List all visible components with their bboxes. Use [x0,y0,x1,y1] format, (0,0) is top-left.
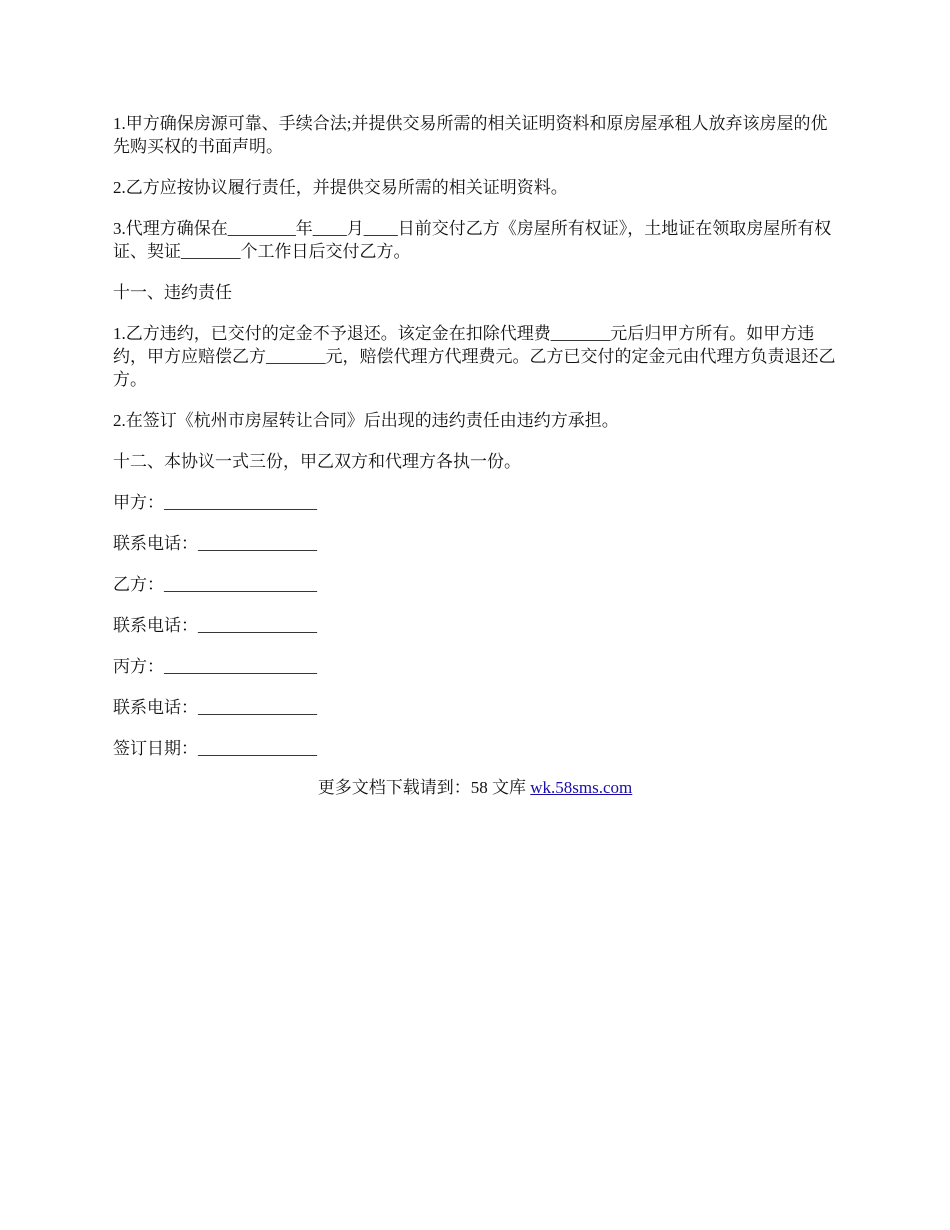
party-c-phone-field: 联系电话：______________ [113,698,317,717]
signing-date-field: 签订日期：______________ [113,739,317,758]
section-heading-breach: 十一、违约责任 [113,283,232,302]
breach-clause-1: 1.乙方违约，已交付的定金不予退还。该定金在扣除代理费_______元后归甲方所有。如甲方违约，甲方应赔偿乙方_______元，赔偿代理方代理费元。乙方已交付的定金元由代理方负责退还乙方。 [113,324,836,389]
breach-clause-2: 2.在签订《杭州市房屋转让合同》后出现的违约责任由违约方承担。 [113,411,619,430]
document-body [113,112,838,778]
download-footer [0,776,950,799]
party-b-phone-field: 联系电话：______________ [113,616,317,635]
clause-1-landlord-guarantee: 1.甲方确保房源可靠、手续合法;并提供交易所需的相关证明资料和原房屋承租人放弃该房屋的优先购买权的书面声明。 [113,114,828,156]
footer-prefix: 更多文档下载请到：58 文库 [317,778,531,797]
section-copies: 十二、本协议一式三份，甲乙双方和代理方各执一份。 [113,452,521,471]
clause-3-agent-delivery: 3.代理方确保在________年____月____日前交付乙方《房屋所有权证》，土地证在领取房屋所有权证、契证_______个工作日后交付乙方。 [113,219,832,261]
party-b-field: 乙方：__________________ [113,575,317,594]
party-a-field: 甲方：__________________ [113,493,317,512]
clause-2-buyer-duty: 2.乙方应按协议履行责任，并提供交易所需的相关证明资料。 [113,178,568,197]
party-a-phone-field: 联系电话：______________ [113,534,317,553]
party-c-field: 丙方：__________________ [113,657,317,676]
footer-link[interactable]: wk.58sms.com [530,778,633,797]
